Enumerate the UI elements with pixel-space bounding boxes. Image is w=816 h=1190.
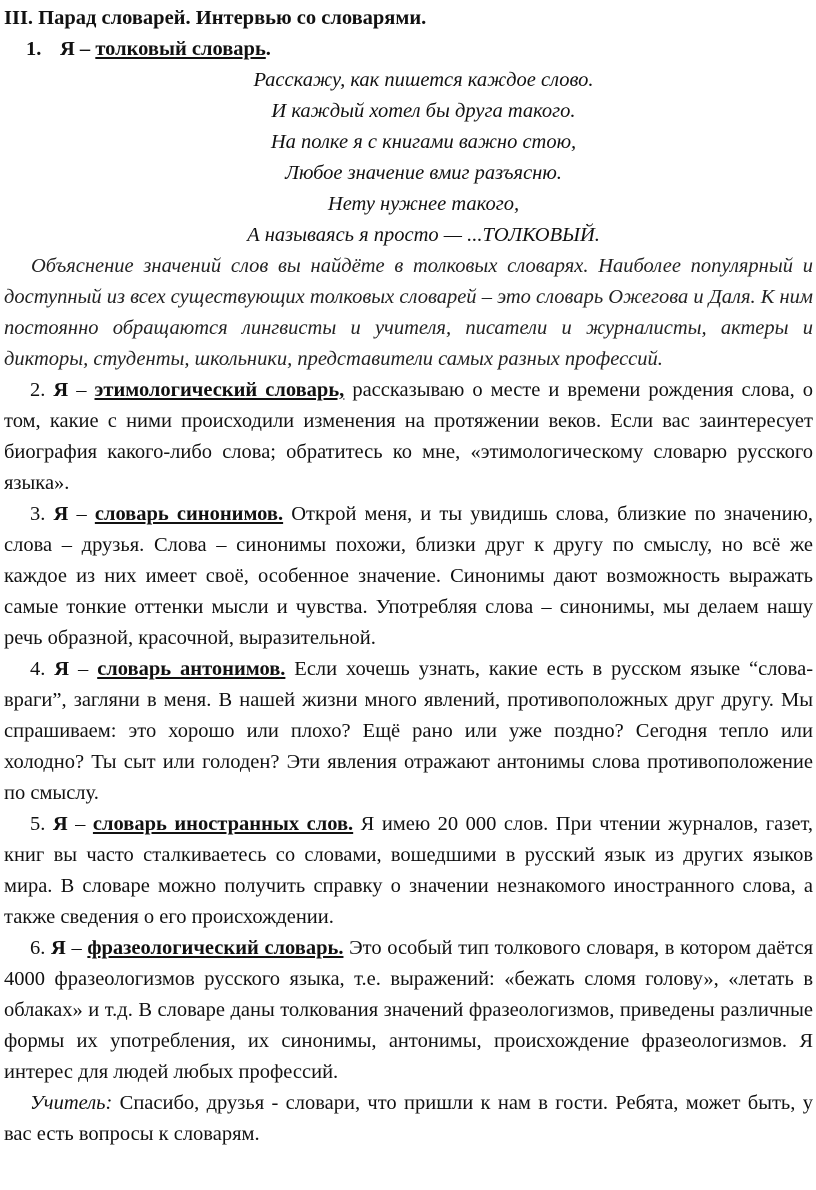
item-dash: – <box>68 503 95 525</box>
item-text: Это особый тип толкового словаря, в котором даётся 4000 фразеологизмов русского языка, т.е. выражений: «бежать сломя голову», «летать в облаках» и т.д. В словаре даны толкования значений фразеологизмов, приведены различные формы их употребления, их синонимы, антонимы, происхождение фразеологизмов. Я интерес для людей любых профессий. <box>4 937 814 1083</box>
poem-line: Нету нужнее такого, <box>327 193 520 215</box>
item-dash: – <box>69 658 98 680</box>
item-label: Я <box>53 379 69 401</box>
item-4-paragraph <box>4 654 813 809</box>
teacher-paragraph <box>4 1088 813 1150</box>
item-dash: – <box>65 937 88 959</box>
item-title: этимологический словарь, <box>94 379 345 401</box>
item-1-heading <box>4 34 813 65</box>
poem-line: На полке я с книгами важно стою, <box>270 131 577 153</box>
intro-paragraph: Объяснение значений слов вы найдёте в толковых словарях. Наиболее популярный и доступный из всех существующих толковых словарей – это словарь Ожегова и Даля. К ним постоянно обращаются лингвисты и учителя, писатели и журналисты, актеры и дикторы, студенты, школьники, представители самых разных профессий. <box>4 255 813 370</box>
item-dash: – <box>68 379 95 401</box>
item-1-title: толковый словарь <box>95 38 266 60</box>
teacher-text: Спасибо, друзья - словари, что пришли к нам в гости. Ребята, может быть, у вас есть вопросы к словарям. <box>4 1092 813 1145</box>
item-label: Я <box>54 658 70 680</box>
item-number: 2. <box>30 379 46 401</box>
item-text: рассказываю о месте и времени рождения слова, о том, какие с ними происходили изменения на протяжении веков. Если вас заинтересует биография какого-либо слова; обратитесь ко мне, «этимологическому словарю русского языка». <box>4 379 813 494</box>
poem-line: А называясь я просто — ...ТОЛКОВЫЙ. <box>247 224 600 246</box>
item-text: Я имею 20 000 слов. При чтении журналов, газет, книг вы часто сталкиваетесь со словами, вошедшими в русский язык из других языков мира. В словаре можно получить справку о значении незнакомого иностранного слова, а также сведения о его происхождении. <box>4 813 814 928</box>
poem-line: Любое значение вмиг разъясню. <box>285 162 562 184</box>
item-title: словарь синонимов. <box>94 503 284 525</box>
item-2-paragraph <box>4 375 813 499</box>
item-3-paragraph <box>4 499 813 654</box>
item-title: словарь иностранных слов. <box>92 813 354 835</box>
item-title: словарь антонимов. <box>97 658 286 680</box>
item-6-paragraph <box>4 933 813 1088</box>
item-1-suffix: . <box>265 38 271 60</box>
poem-line: Расскажу, как пишется каждое слово. <box>253 69 594 91</box>
item-number: 3. <box>30 503 46 525</box>
item-1-number: 1. <box>26 38 42 60</box>
item-label: Я <box>53 503 69 525</box>
poem-line: И каждый хотел бы друга такого. <box>271 100 576 122</box>
item-number: 4. <box>30 658 46 680</box>
item-number: 6. <box>30 937 46 959</box>
item-5-paragraph <box>4 809 813 933</box>
section-title: III. Парад словарей. Интервью со словарями. <box>4 7 427 29</box>
item-text: Открой меня, и ты увидишь слова, близкие по значению, слова – друзья. Слова – синонимы похожи, близки друг к другу по смыслу, но всё же каждое из них имеет своё, особенное значение. Синонимы дают возможность выражать самые тонкие оттенки мысли и чувства. Употребляя слова – синонимы, мы делаем нашу речь образной, красочной, выразительной. <box>4 503 814 649</box>
item-label: Я <box>51 937 66 959</box>
item-label: Я <box>52 813 68 835</box>
item-1-prefix: Я – <box>60 38 96 60</box>
item-title: фразеологический словарь. <box>87 937 344 959</box>
poem <box>4 65 813 251</box>
item-text: Если хочешь узнать, какие есть в русском языке “слова-враги”, загляни в меня. В нашей жизни много явлений, противоположных друг другу. Мы спрашиваем: это хорошо или плохо? Ещё рано или уже поздно? Сегодня тепло или холодно? Ты сыт или голоден? Эти явления отражают антонимы слова противоположение по смыслу. <box>4 658 814 804</box>
teacher-label: Учитель: <box>30 1092 113 1114</box>
item-dash: – <box>67 813 93 835</box>
item-number: 5. <box>30 813 46 835</box>
